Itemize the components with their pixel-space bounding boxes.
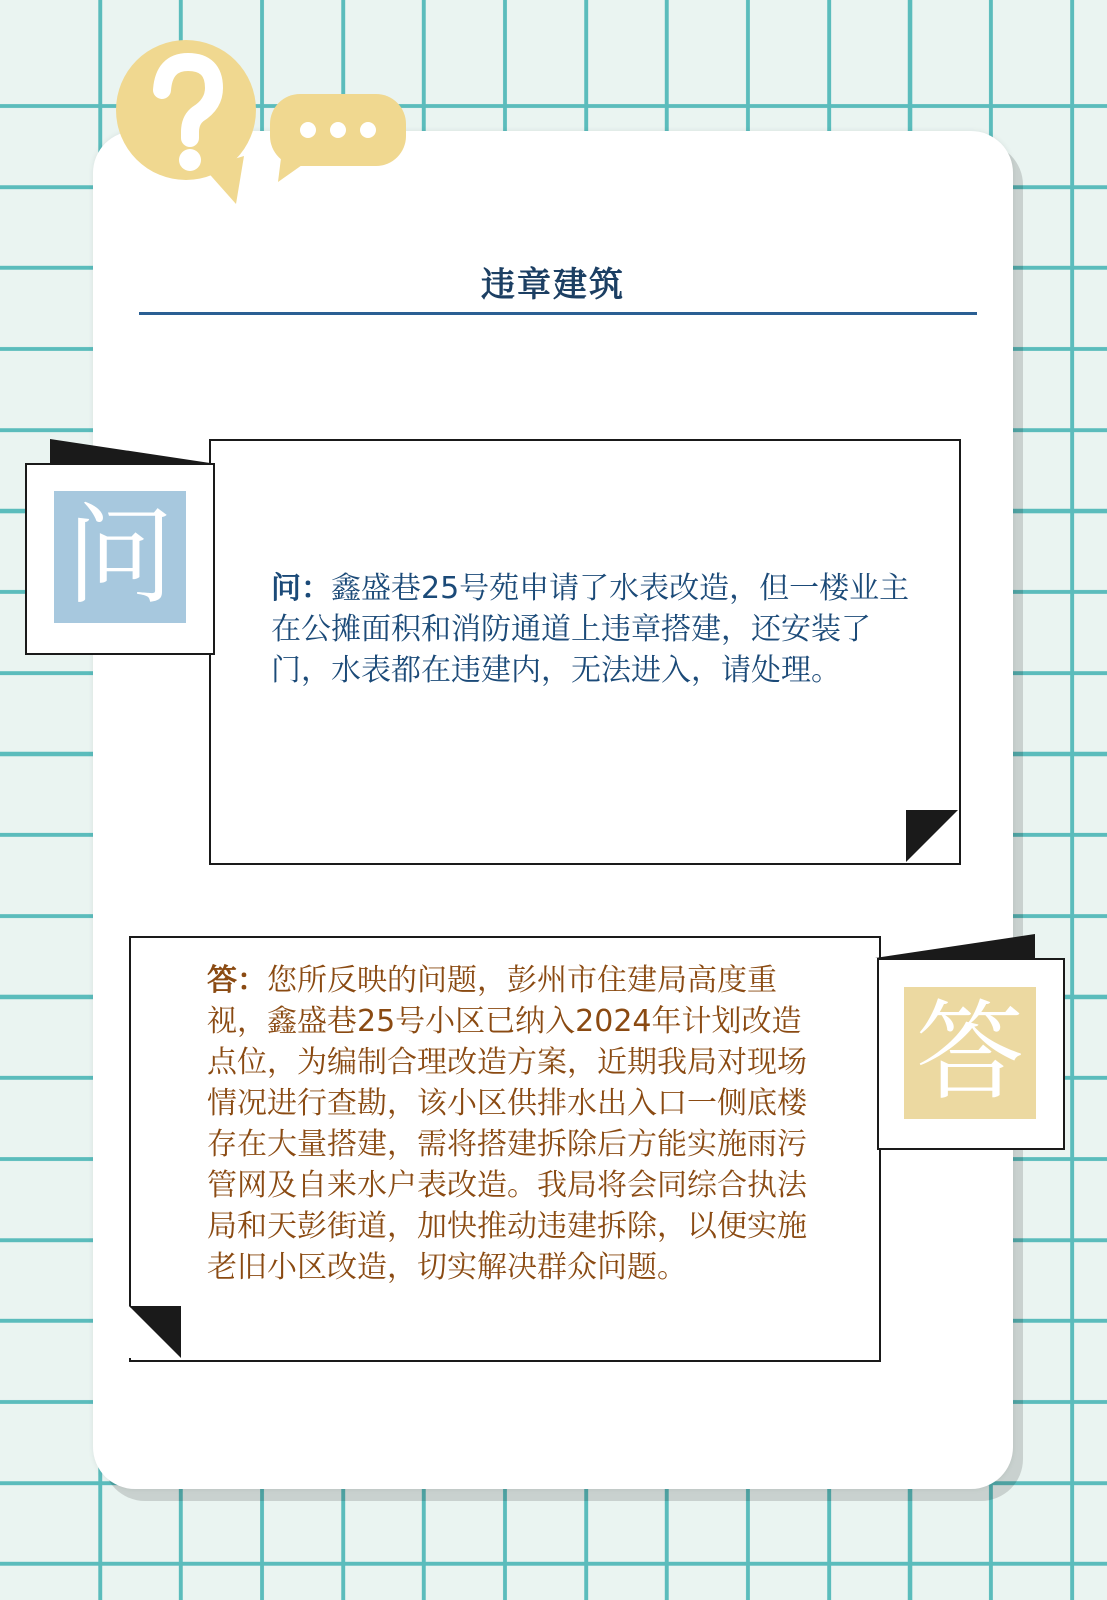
question-tag: [25, 463, 215, 655]
question-box-corner-fold: [906, 810, 959, 863]
ellipsis-bubble-icon: [268, 92, 408, 184]
question-box-top-fold: [50, 439, 212, 465]
answer-body: 您所反映的问题，彭州市住建局高度重视，鑫盛巷25号小区已纳入2024年计划改造点位，为编制合理改造方案，近期我局对现场情况进行查勘，该小区供排水出入口一侧底楼存在大量搭建，需将搭建拆除后方能实施雨污管网及自来水户表改造。我局将会同综合执法局和天彭街道，加快推动违建拆除，以便实施老旧小区改造，切实解决群众问题。: [207, 963, 807, 1285]
page-title: 违章建筑: [481, 265, 625, 305]
question-body: 鑫盛巷25号苑申请了水表改造，但一楼业主在公摊面积和消防通道上违章搭建，还安装了门，水表都在违建内，无法进入，请处理。: [271, 571, 910, 688]
question-prefix: 问：: [271, 571, 331, 606]
answer-box-corner-fold: [129, 1306, 182, 1359]
question-text: [271, 568, 911, 691]
question-mark-bubble-icon: [114, 38, 264, 206]
title-underline: [139, 312, 977, 315]
answer-tag-glyph: 答: [904, 987, 1036, 1119]
answer-box-top-fold: [875, 934, 1037, 960]
answer-prefix: 答：: [207, 963, 267, 998]
answer-tag: [877, 958, 1065, 1150]
answer-text: [207, 960, 827, 1288]
question-tag-glyph: 问: [54, 491, 186, 623]
